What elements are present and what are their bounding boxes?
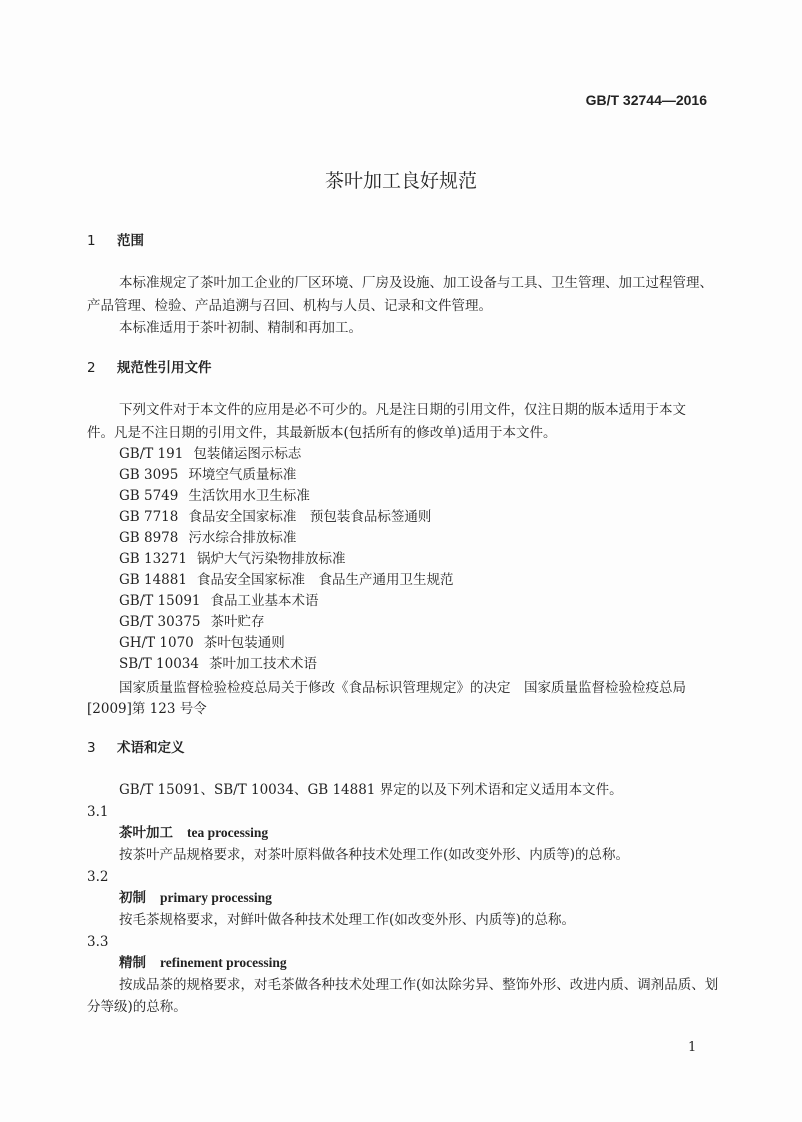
reference-item [119, 613, 265, 631]
reference-item [119, 571, 453, 589]
section-title: 术语和定义 [117, 740, 185, 756]
section-3-heading [87, 739, 185, 757]
reference-title: 锅炉大气污染物排放标准 [196, 551, 346, 567]
reference-title: 食品安全国家标准 食品生产通用卫生规范 [196, 572, 454, 588]
term-zh: 茶叶加工 [119, 825, 173, 841]
reference-title: 生活饮用水卫生标准 [188, 488, 310, 504]
standard-number: GB/T 32744—2016 [585, 92, 707, 108]
term-heading [119, 889, 272, 907]
reference-code: GB/T 191 [119, 446, 184, 462]
section-1-heading [87, 232, 144, 250]
reference-title: 食品工业基本术语 [210, 593, 319, 609]
reference-title: 茶叶加工技术术语 [208, 656, 317, 672]
reference-code: GB 5749 [119, 488, 179, 504]
section-title: 范围 [117, 233, 144, 249]
term-number: 3.2 [87, 869, 109, 885]
reference-code: GH/T 1070 [119, 635, 194, 651]
section-number: 3 [87, 740, 96, 756]
reference-title: 茶叶包装通则 [203, 635, 285, 651]
reference-item [119, 466, 296, 484]
term-en: primary processing [160, 890, 272, 905]
term-definition: 按成品茶的规格要求，对毛茶做各种技术处理工作(如汰除劣异、整饰外形、改进内质、调剂品质、划 [119, 977, 719, 993]
term-heading [119, 954, 287, 972]
reference-code: GB 8978 [119, 530, 179, 546]
term-definition-cont: 分等级)的总称。 [87, 999, 187, 1015]
term-number: 3.1 [87, 804, 109, 820]
paragraph-line: 本标准规定了茶叶加工企业的厂区环境、厂房及设施、加工设备与工具、卫生管理、加工过程管理、 [119, 275, 713, 291]
reference-item [119, 655, 317, 673]
paragraph-line: 本标准适用于茶叶初制、精制和再加工。 [119, 320, 362, 336]
reference-code: GB/T 30375 [119, 614, 201, 630]
reference-item [119, 634, 285, 652]
reference-title: 茶叶贮存 [210, 614, 265, 630]
term-zh: 初制 [119, 890, 146, 906]
page-title: 茶叶加工良好规范 [324, 170, 477, 192]
page-number: 1 [688, 1040, 697, 1055]
reference-title: 污水综合排放标准 [188, 530, 297, 546]
section-title: 规范性引用文件 [117, 360, 212, 376]
section-2-heading [87, 359, 212, 377]
reference-item [119, 529, 296, 547]
reference-code: GB 13271 [119, 551, 187, 567]
term-number: 3.3 [87, 934, 109, 950]
term-en: tea processing [187, 825, 269, 840]
section-number: 1 [87, 233, 96, 249]
reference-item [119, 487, 310, 505]
reference-item [119, 592, 319, 610]
reference-item [119, 550, 345, 568]
paragraph-line: GB/T 15091、SB/T 10034、GB 14881 界定的以及下列术语和定义适用本文件。 [119, 782, 623, 798]
term-definition: 按茶叶产品规格要求，对茶叶原料做各种技术处理工作(如改变外形、内质等)的总称。 [119, 847, 630, 863]
paragraph-line: 国家质量监督检验检疫总局关于修改《食品标识管理规定》的决定 国家质量监督检验检疫总局 [119, 680, 686, 696]
reference-code: GB 3095 [119, 467, 179, 483]
reference-title: 食品安全国家标准 预包装食品标签通则 [188, 509, 432, 525]
paragraph-line: 件。凡是不注日期的引用文件，其最新版本(包括所有的修改单)适用于本文件。 [87, 425, 557, 441]
term-heading [119, 824, 268, 842]
reference-item [119, 445, 301, 463]
section-number: 2 [87, 360, 96, 376]
reference-item [119, 508, 431, 526]
reference-code: GB 14881 [119, 572, 187, 588]
term-en: refinement processing [160, 955, 287, 970]
reference-code: GB 7718 [119, 509, 179, 525]
reference-code: SB/T 10034 [119, 656, 199, 672]
reference-title: 环境空气质量标准 [188, 467, 297, 483]
paragraph-line: 产品管理、检验、产品追溯与召回、机构与人员、记录和文件管理。 [87, 298, 492, 314]
paragraph-line: 下列文件对于本文件的应用是必不可少的。凡是注日期的引用文件，仅注日期的版本适用于本文 [119, 402, 686, 418]
term-definition: 按毛茶规格要求，对鲜叶做各种技术处理工作(如改变外形、内质等)的总称。 [119, 912, 576, 928]
reference-title: 包装储运图示标志 [193, 446, 302, 462]
term-zh: 精制 [119, 955, 146, 971]
paragraph-line: [2009]第 123 号令 [87, 701, 207, 717]
reference-code: GB/T 15091 [119, 593, 201, 609]
